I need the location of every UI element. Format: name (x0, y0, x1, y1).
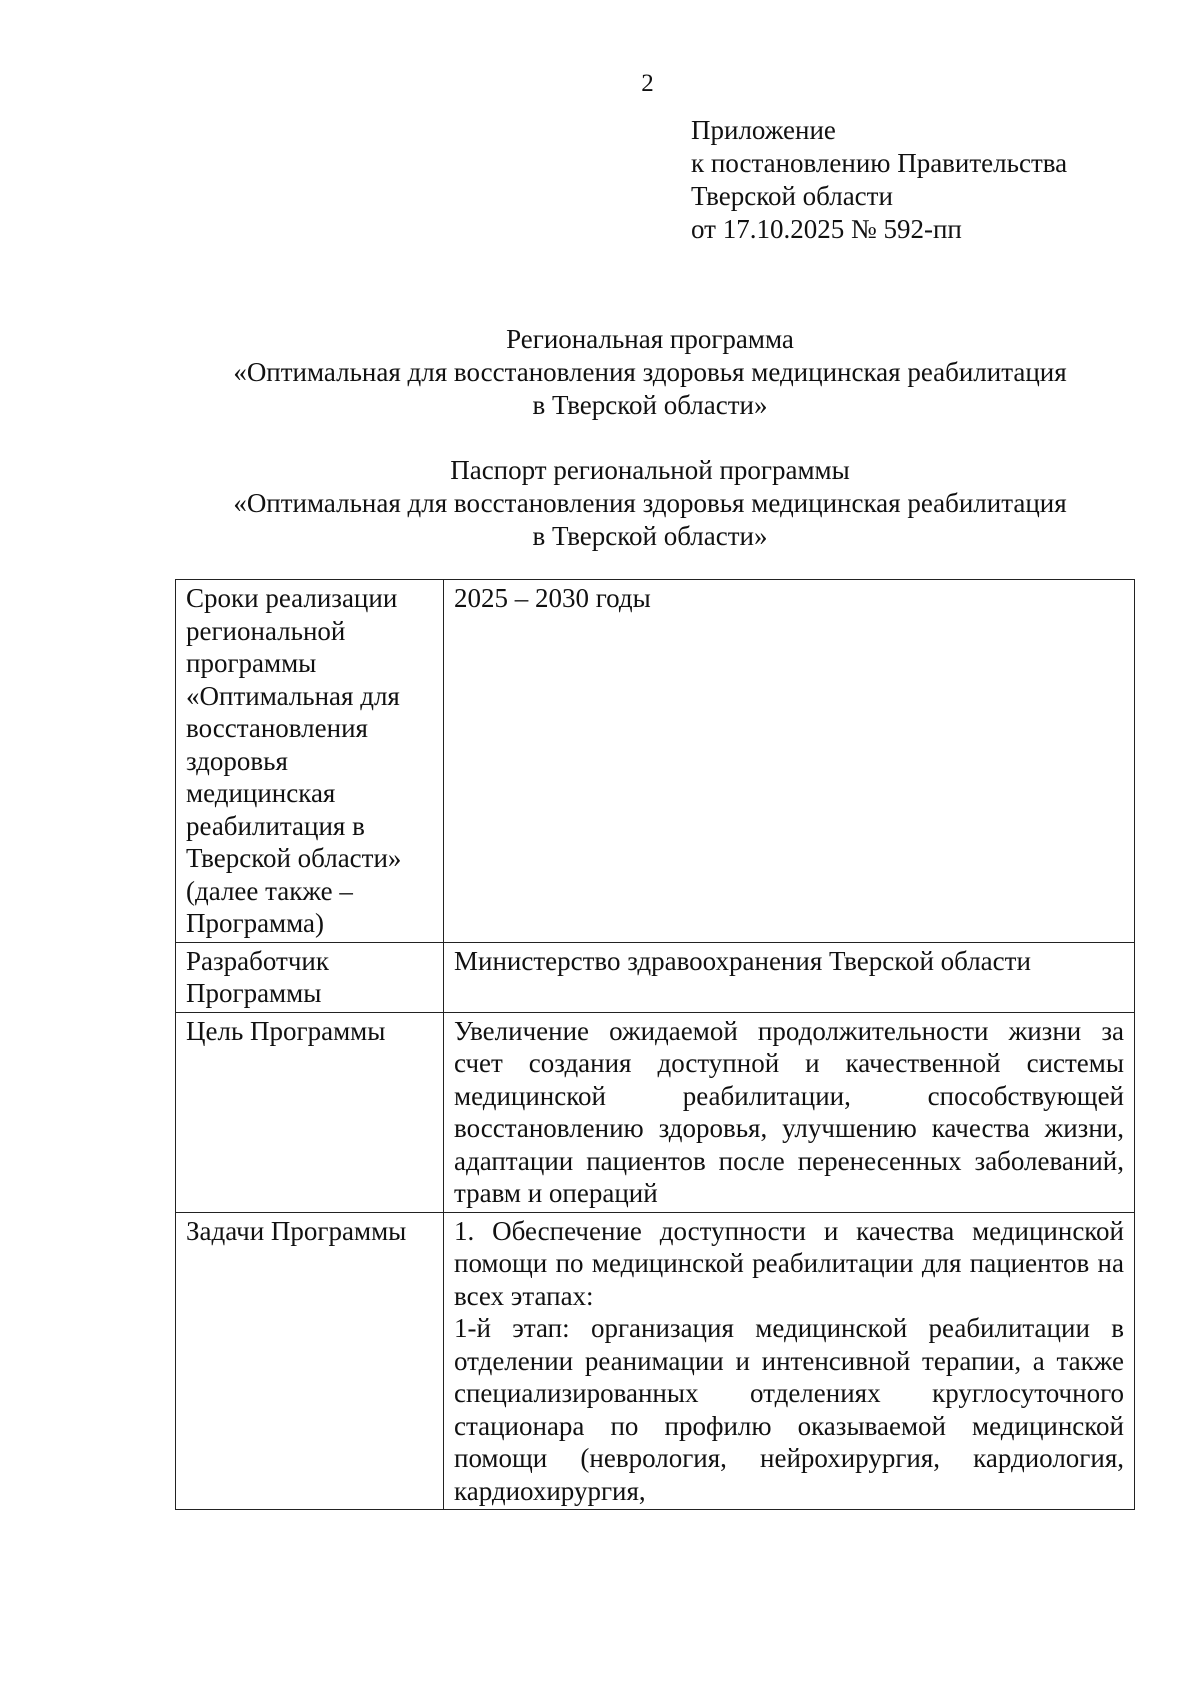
label-line: реабилитация в (186, 810, 365, 841)
value-paragraph: Увеличение ожидаемой продолжительности жизни за счет создания доступной и качественной системы медицинской реабилитации, способствующей восстановлению здоровья, улучшению качества жизни, адаптации пациентов после перенесенных заболеваний, травм и операций (454, 1015, 1124, 1208)
passport-table (175, 579, 1135, 1510)
page-number: 2 (641, 70, 654, 97)
row-label-goal (176, 1012, 444, 1212)
row-value-tasks (444, 1212, 1135, 1510)
table-row (176, 1212, 1135, 1510)
appendix-line: к постановлению Правительства (691, 148, 1068, 178)
label-line: (далее также – (186, 875, 353, 906)
passport-title-line: Паспорт региональной программы (450, 455, 850, 485)
appendix-line: Тверской области (691, 181, 893, 211)
label-line: «Оптимальная для (186, 680, 400, 711)
row-label-tasks (176, 1212, 444, 1510)
value-paragraph: 1-й этап: организация медицинской реабилитации в отделении реанимации и интенсивной терапии, а также специализированных отделениях круглосуточного стационара по профилю оказываемой медицинской помощи (неврология, нейрохирургия, кардиология, кардиохирургия, (454, 1313, 1124, 1506)
label-line: Сроки реализации (186, 583, 398, 613)
passport-title-line: «Оптимальная для восстановления здоровья медицинская реабилитация (233, 488, 1067, 518)
table-row (176, 580, 1135, 943)
table-row (176, 1012, 1135, 1212)
program-title-line: в Тверской области» (532, 390, 768, 420)
program-title-line: Региональная программа (506, 324, 794, 354)
label-line: региональной (186, 615, 346, 646)
passport-title (165, 454, 1135, 553)
row-value-period (444, 580, 1135, 943)
program-title-line: «Оптимальная для восстановления здоровья медицинская реабилитация (233, 357, 1067, 387)
value-paragraph: Министерство здравоохранения Тверской области (454, 945, 1031, 976)
label-line: восстановления (186, 713, 368, 743)
label-line: Задачи Программы (186, 1215, 407, 1246)
appendix-line: Приложение (691, 115, 836, 145)
label-line: здоровья (186, 745, 288, 776)
row-label-period (176, 580, 444, 943)
row-value-developer (444, 942, 1135, 1012)
appendix-line: от 17.10.2025 № 592-пп (691, 214, 962, 244)
row-value-goal (444, 1012, 1135, 1212)
label-line: Разработчик (186, 945, 329, 976)
label-line: программы (186, 648, 317, 678)
program-title (165, 323, 1135, 422)
label-line: Тверской области» (186, 843, 402, 873)
label-line: медицинская (186, 778, 336, 808)
appendix-block (691, 114, 1067, 246)
table-row (176, 942, 1135, 1012)
value-paragraph: 1. Обеспечение доступности и качества медицинской помощи по медицинской реабилитации для пациентов на всех этапах: (454, 1215, 1124, 1311)
value-paragraph: 2025 – 2030 годы (454, 583, 651, 613)
label-line: Цель Программы (186, 1015, 386, 1046)
label-line: Программы (186, 978, 322, 1008)
passport-title-line: в Тверской области» (532, 521, 768, 551)
row-label-developer (176, 942, 444, 1012)
label-line: Программа) (186, 908, 325, 938)
